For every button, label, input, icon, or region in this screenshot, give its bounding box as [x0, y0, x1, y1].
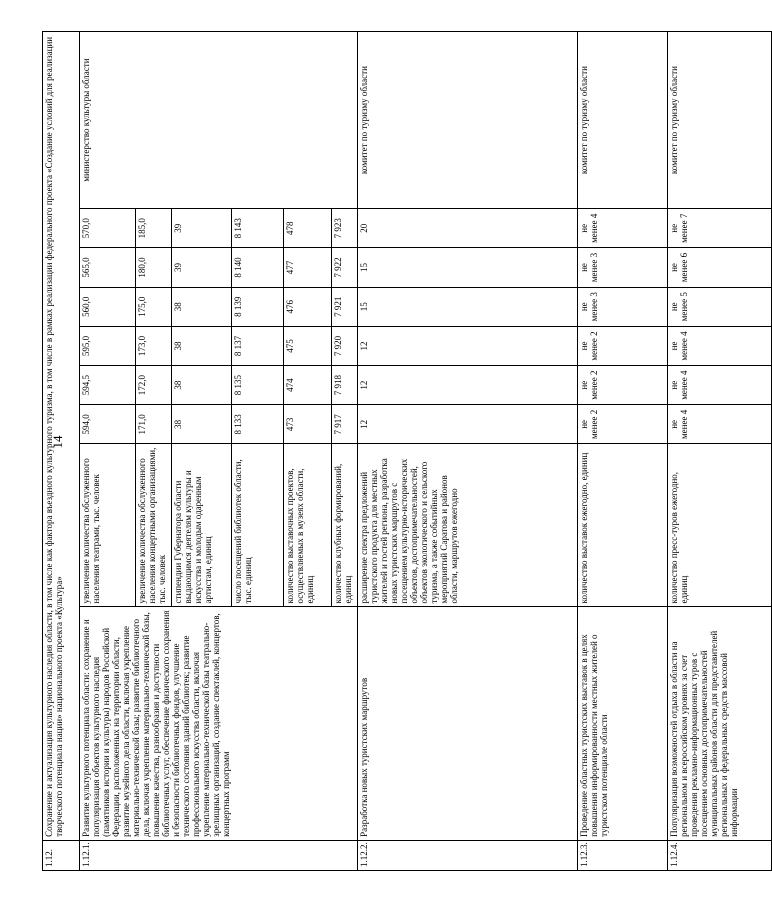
section-title: Сохранение и актуализация культурного наследия области, в том числе как фактора въездного культурного туризма, в том числе в рамках реализации федерального проекта «Создание условий для реализации творческого потенциала нации» национального проекта «Культура»	[43, 32, 80, 841]
indicator-value: 39	[172, 248, 232, 287]
indicator-value: 175,0	[136, 287, 172, 326]
indicator-value: 15	[358, 248, 578, 287]
indicator-value: 474	[284, 366, 332, 405]
indicator-name: увеличение количества обслуженного населения театрами, тыс. человек	[80, 444, 136, 607]
indicator-value: 8 135	[232, 366, 284, 405]
indicator-value: 594,5	[80, 366, 136, 405]
item-number: 1.12.1.	[80, 840, 358, 870]
indicator-value: 478	[284, 209, 332, 248]
indicator-value: 38	[172, 366, 232, 405]
indicator-value: 171,0	[136, 405, 172, 444]
indicator-name: количество выставок ежегодно, единиц	[578, 444, 668, 607]
indicator-value: 476	[284, 287, 332, 326]
indicator-row	[80, 32, 136, 871]
indicator-value: 8 143	[232, 209, 284, 248]
responsible-executor: министерство культуры области	[80, 32, 358, 209]
indicator-value: 8 139	[232, 287, 284, 326]
indicator-name: расширение спектра предложений туристского продукта для местных жителей и гостей региона, разработка новых туристских маршрутов с посещением культурно-исторических объектов, достопримечательностей, объектов экологического и сельского туризма, а также событийных мероприятий Саратова и районов области, маршрутов ежегодно	[358, 444, 578, 607]
indicator-value: 173,0	[136, 326, 172, 365]
indicator-name: количество клубных формирований, единиц	[332, 444, 358, 607]
indicator-value: 570,0	[80, 209, 136, 248]
indicator-value: не менее 2	[578, 326, 668, 365]
indicator-value: не менее 7	[668, 209, 772, 248]
indicator-value: 38	[172, 326, 232, 365]
responsible-executor: комитет по туризму области	[578, 32, 668, 209]
indicator-value: 473	[284, 405, 332, 444]
indicator-name: количество выставочных проектов, осуществляемых в музеях области, единиц	[284, 444, 332, 607]
indicator-value: 565,0	[80, 248, 136, 287]
section-number: 1.12.	[43, 840, 80, 870]
indicator-value: не менее 4	[668, 366, 772, 405]
item-name: Популяризация возможностей отдыха в области на региональном и всероссийском уровнях за счет проведения рекламно-информационных туров с посещением основных достопримечательностей муниципальных районов области для представителей региональных и федеральных средств массовой информации	[668, 607, 772, 840]
responsible-executor: комитет по туризму области	[668, 32, 772, 209]
indicator-row	[668, 32, 772, 871]
item-name: Проведение областных туристских выставок в целях повышения информированности местных жителей о туристском потенциале области	[578, 607, 668, 840]
indicator-value: 20	[358, 209, 578, 248]
indicator-row	[578, 32, 668, 871]
item-number: 1.12.3.	[578, 840, 668, 870]
indicator-value: 475	[284, 326, 332, 365]
indicator-value: 595,0	[80, 326, 136, 365]
indicator-value: 560,0	[80, 287, 136, 326]
indicator-value: 594,0	[80, 405, 136, 444]
indicator-value: 180,0	[136, 248, 172, 287]
responsible-executor: комитет по туризму области	[358, 32, 578, 209]
indicator-value: не менее 3	[578, 248, 668, 287]
indicator-value: не менее 4	[668, 405, 772, 444]
indicator-value: 12	[358, 405, 578, 444]
indicator-name: число посещений библиотек области, тыс. единиц	[232, 444, 284, 607]
indicator-name: стипендии Губернатора области выдающимся деятелям культуры и искусства и молодым одаренным артистам, единиц	[172, 444, 232, 607]
indicator-name: количество пресс-туров ежегодно, единиц	[668, 444, 772, 607]
indicator-value: не менее 5	[668, 287, 772, 326]
indicator-value: 7 923	[332, 209, 358, 248]
indicator-value: 8 140	[232, 248, 284, 287]
indicator-value: 477	[284, 248, 332, 287]
indicator-value: 39	[172, 209, 232, 248]
page-number: 14	[50, 435, 65, 449]
indicator-value: не менее 2	[578, 405, 668, 444]
indicator-value: не менее 4	[668, 326, 772, 365]
measures-table	[42, 31, 772, 871]
indicator-value: 38	[172, 287, 232, 326]
section-row	[43, 32, 80, 871]
item-number: 1.12.4.	[668, 840, 772, 870]
indicator-value: 38	[172, 405, 232, 444]
indicator-value: не менее 6	[668, 248, 772, 287]
indicator-value: 15	[358, 287, 578, 326]
indicator-row	[358, 32, 578, 871]
indicator-name: увеличение количества обслуженного населения концертными организациями, тыс. человек	[136, 444, 172, 607]
indicator-value: 7 922	[332, 248, 358, 287]
item-name: Развитие культурного потенциала области: сохранение и популяризация объектов культурного наследия (памятников истории и культуры) народов Российской Федерации, расположенных на территории области, развитие музейного дела области, включая укрепление материально-технической базы; развитие библиотечного дела, включая укрепление материально-технической базы, повышение качества, разнообразия и доступности библиотечных услуг, обеспечение физического сохранения и безопасности библиотечных фондов, улучшение технического состояния зданий библиотек; развитие профессионального искусства области, включая укрепление материально-технической базы театрально-зрелищных организаций, создание спектаклей, концертов, концертных программ	[80, 607, 358, 840]
indicator-value: 7 920	[332, 326, 358, 365]
indicator-value: 12	[358, 326, 578, 365]
item-number: 1.12.2.	[358, 840, 578, 870]
indicator-value: 7 921	[332, 287, 358, 326]
indicator-value: не менее 2	[578, 366, 668, 405]
indicator-value: не менее 4	[578, 209, 668, 248]
indicator-value: 8 133	[232, 405, 284, 444]
indicator-value: 185,0	[136, 209, 172, 248]
rotated-table-container	[42, 31, 739, 871]
indicator-value: 8 137	[232, 326, 284, 365]
indicator-value: 7 918	[332, 366, 358, 405]
indicator-value: 12	[358, 366, 578, 405]
indicator-value: 7 917	[332, 405, 358, 444]
indicator-value: не менее 3	[578, 287, 668, 326]
item-name: Разработка новых туристских маршрутов	[358, 607, 578, 840]
indicator-value: 172,0	[136, 366, 172, 405]
